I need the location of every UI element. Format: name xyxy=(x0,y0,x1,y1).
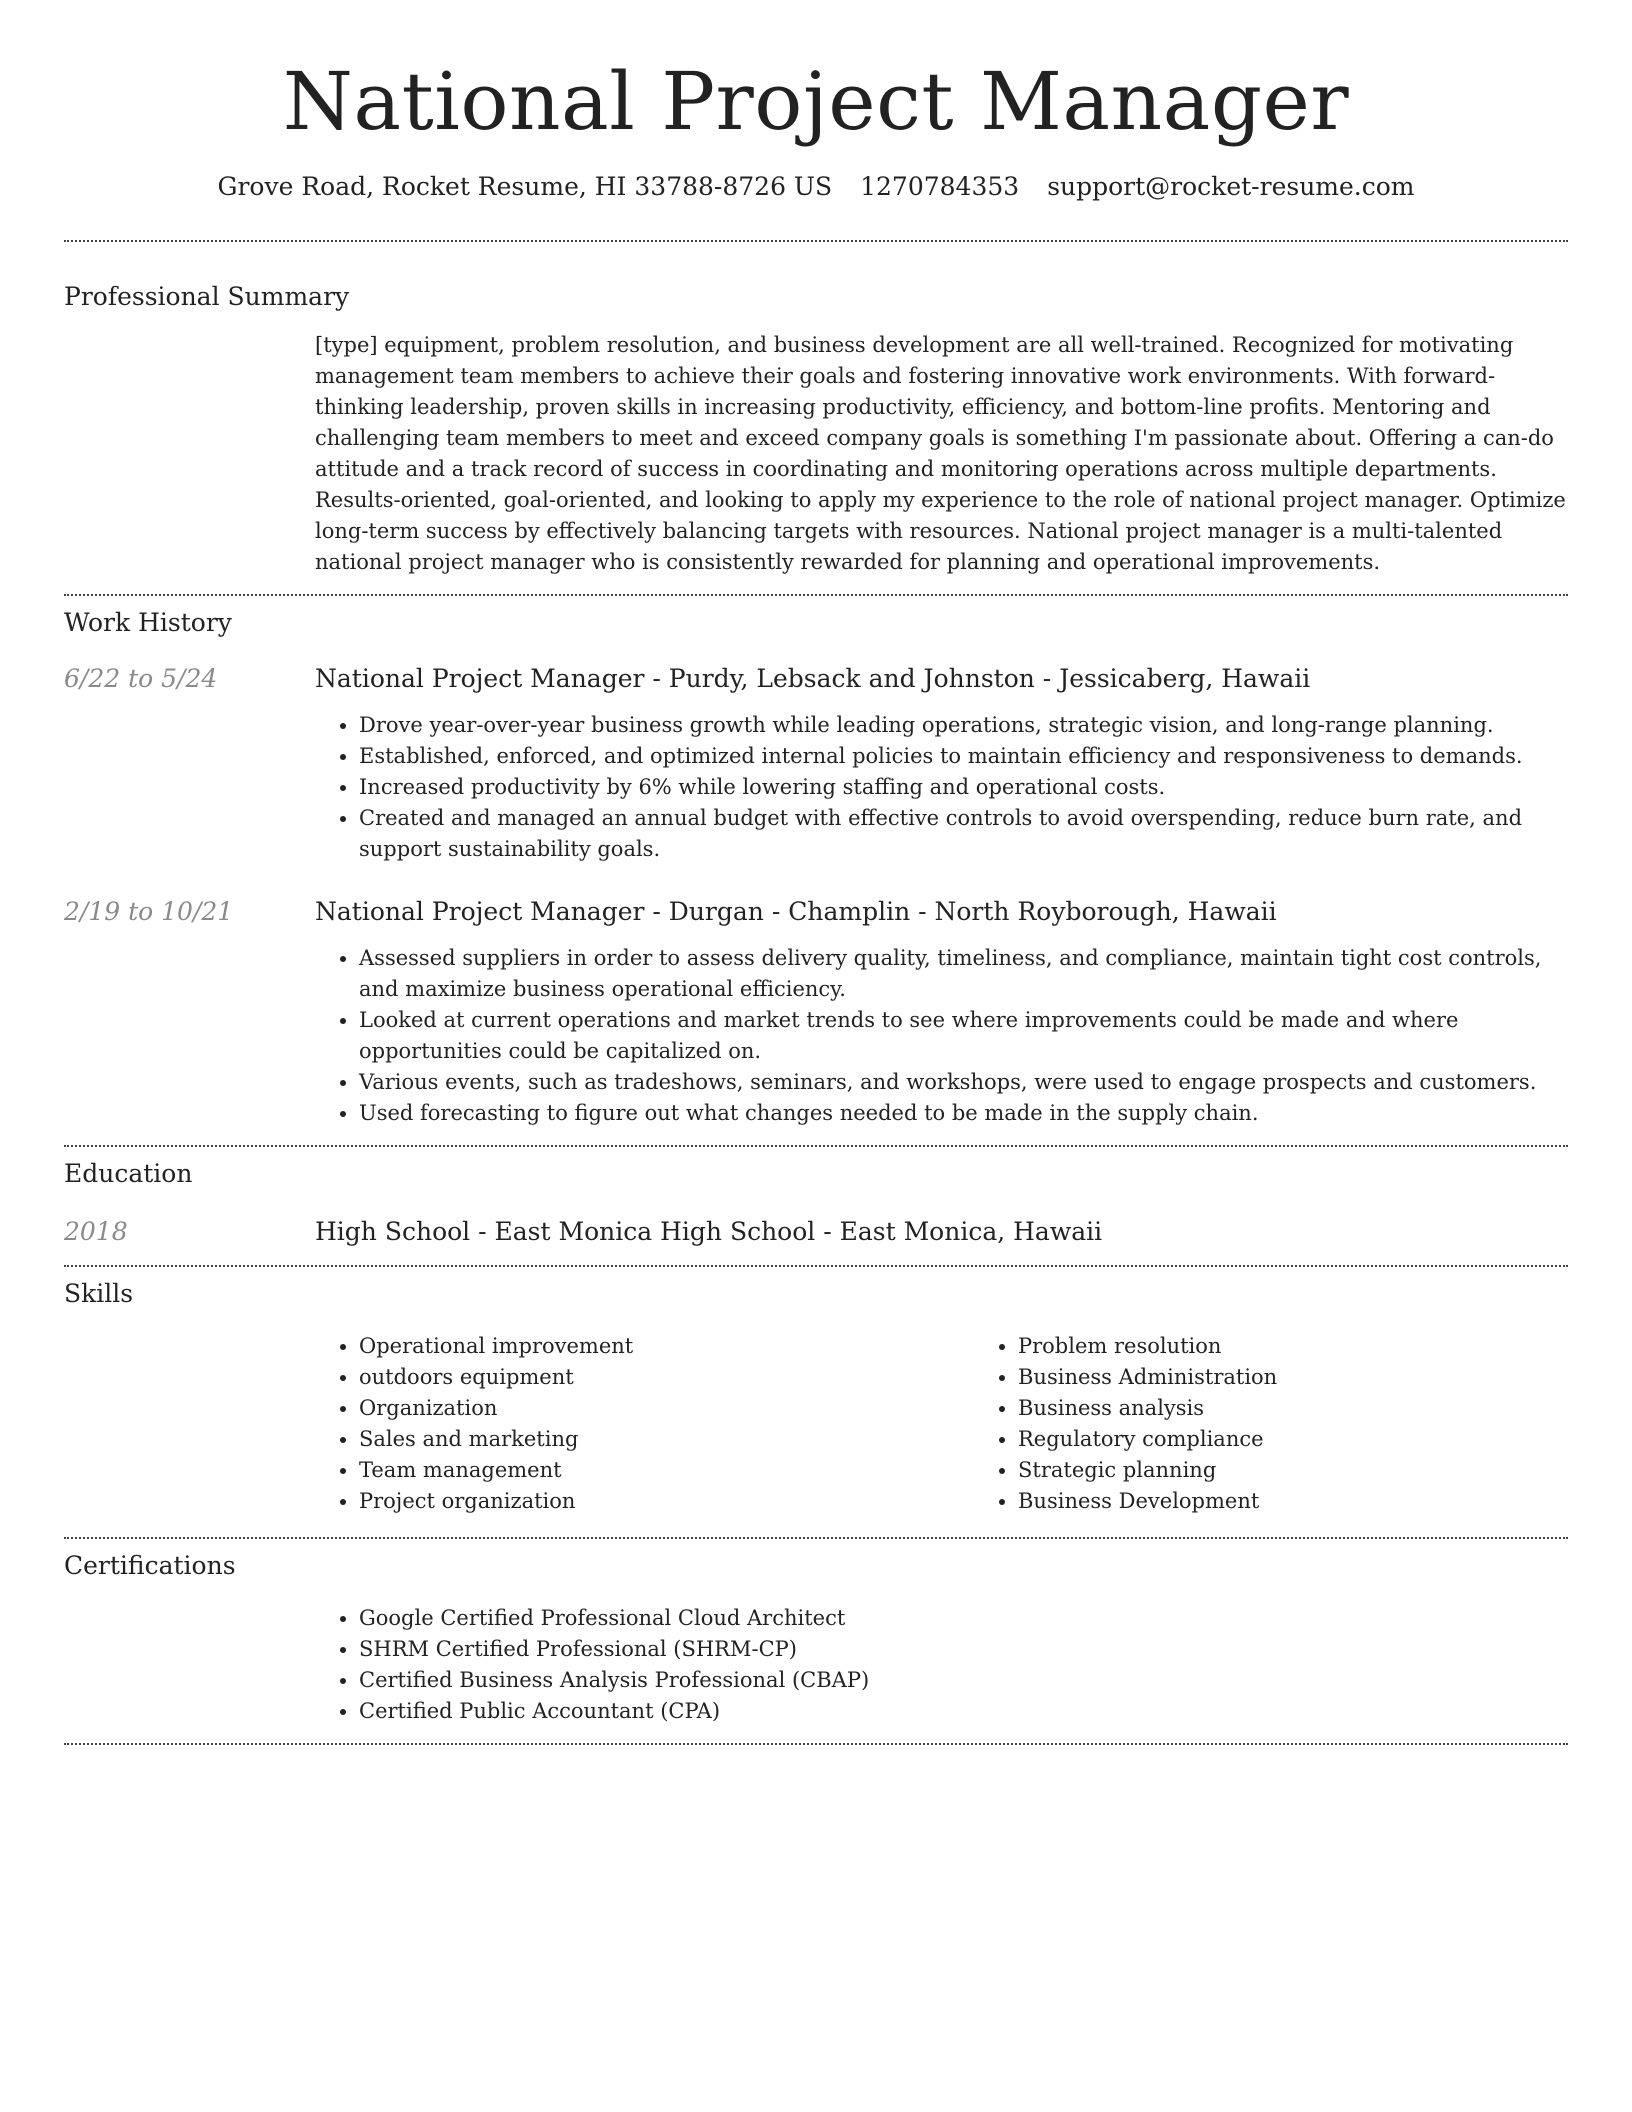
job-entry xyxy=(64,662,1568,865)
list-item: • Various events, such as tradeshows, seminars, and workshops, were used to engage prospects and customers. xyxy=(359,1067,1568,1098)
section-title-summary: Professional Summary xyxy=(64,282,350,311)
job-dates: 2/19 to 10/21 xyxy=(64,897,234,926)
section-title-certifications: Certifications xyxy=(64,1551,236,1580)
list-item: • Team management xyxy=(359,1455,974,1486)
list-item: • Organization xyxy=(359,1393,974,1424)
divider xyxy=(64,1743,1568,1745)
divider xyxy=(64,594,1568,596)
list-item: • Business Development xyxy=(1018,1486,1632,1517)
job-entry xyxy=(64,895,1568,1129)
section-title-work: Work History xyxy=(64,608,232,637)
list-item: • Assessed suppliers in order to assess delivery quality, timeliness, and compliance, maintain tight cost controls, and maximize business operational efficiency. xyxy=(359,943,1568,1005)
section-title-education: Education xyxy=(64,1159,193,1188)
skills-list-1 xyxy=(315,1331,974,1517)
skills-left-spacer xyxy=(64,1331,315,1517)
skills-list-2 xyxy=(974,1331,1632,1517)
skills-columns xyxy=(315,1331,1632,1517)
list-item: • Business Administration xyxy=(1018,1362,1632,1393)
list-item: • Google Certified Professional Cloud Architect xyxy=(359,1603,1568,1634)
list-item: • Certified Business Analysis Professional (CBAP) xyxy=(359,1665,1568,1696)
list-item: • Strategic planning xyxy=(1018,1455,1632,1486)
list-item: • Sales and marketing xyxy=(359,1424,974,1455)
contact-email: support@rocket-resume.com xyxy=(1047,172,1415,201)
contact-phone: 1270784353 xyxy=(860,172,1020,201)
contact-line xyxy=(64,170,1568,204)
list-item: • Looked at current operations and market trends to see where improvements could be made and where opportunities could be capitalized on. xyxy=(359,1005,1568,1067)
summary-text: [type] equipment, problem resolution, and business development are all well-trained. Recognized for motivating management team members to achieve their goals and fostering innovative work environments. With forward-thinking leadership, proven skills in increasing productivity, efficiency, and bottom-line profits. Mentoring and challenging team members to meet and exceed company goals is something I'm passionate about. Offering a can-do attitude and a track record of success in coordinating and monitoring operations across multiple departments. Results-oriented, goal-oriented, and looking to apply my experience to the role of national project manager. Optimize long-term success by effectively balancing targets with resources. National project manager is a multi-talented national project manager who is consistently rewarded for planning and operational improvements. xyxy=(315,333,1566,574)
job-heading: National Project Manager - Durgan - Champlin - North Royborough, Hawaii xyxy=(315,897,1277,926)
list-item: • Increased productivity by 6% while lowering staffing and operational costs. xyxy=(359,772,1568,803)
certifications-left-spacer xyxy=(64,1603,315,1727)
education-entry xyxy=(64,1215,1568,1249)
education-year: 2018 xyxy=(64,1217,128,1246)
list-item: • Created and managed an annual budget with effective controls to avoid overspending, reduce burn rate, and support sustainability goals. xyxy=(359,803,1568,865)
education-heading: High School - East Monica High School - East Monica, Hawaii xyxy=(315,1217,1103,1246)
job-heading: National Project Manager - Purdy, Lebsack and Johnston - Jessicaberg, Hawaii xyxy=(315,664,1311,693)
list-item: • Established, enforced, and optimized internal policies to maintain efficiency and responsiveness to demands. xyxy=(359,741,1568,772)
divider xyxy=(64,240,1568,242)
divider xyxy=(64,1537,1568,1539)
candidate-name: National Project Manager xyxy=(282,55,1350,148)
job-bullets xyxy=(315,710,1568,865)
summary-row xyxy=(64,330,1568,578)
list-item: • Certified Public Accountant (CPA) xyxy=(359,1696,1568,1727)
certifications-list xyxy=(315,1603,1568,1727)
list-item: • outdoors equipment xyxy=(359,1362,974,1393)
divider xyxy=(64,1145,1568,1147)
list-item: • Drove year-over-year business growth while leading operations, strategic vision, and long-range planning. xyxy=(359,710,1568,741)
contact-address: Grove Road, Rocket Resume, HI 33788-8726 US xyxy=(217,172,833,201)
summary-left-spacer xyxy=(64,330,315,578)
list-item: • Business analysis xyxy=(1018,1393,1632,1424)
skills-row xyxy=(64,1331,1568,1517)
list-item: • Used forecasting to figure out what changes needed to be made in the supply chain. xyxy=(359,1098,1568,1129)
list-item: • Regulatory compliance xyxy=(1018,1424,1632,1455)
divider xyxy=(64,1265,1568,1267)
list-item: • Project organization xyxy=(359,1486,974,1517)
list-item: • SHRM Certified Professional (SHRM-CP) xyxy=(359,1634,1568,1665)
section-title-skills: Skills xyxy=(64,1279,134,1308)
list-item: • Problem resolution xyxy=(1018,1331,1632,1362)
resume-page xyxy=(64,0,1568,1745)
job-dates: 6/22 to 5/24 xyxy=(64,664,218,693)
job-bullets xyxy=(315,943,1568,1129)
certifications-row xyxy=(64,1603,1568,1727)
list-item: • Operational improvement xyxy=(359,1331,974,1362)
